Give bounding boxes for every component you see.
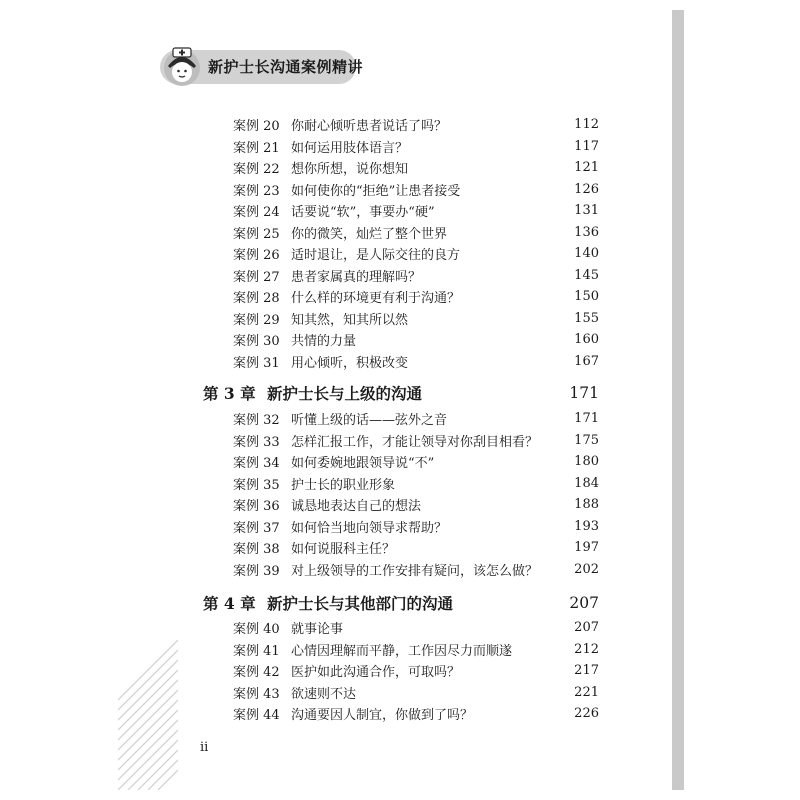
entry-page: 221 <box>574 684 599 700</box>
entry-page: 180 <box>574 454 599 469</box>
toc-entry[interactable] <box>233 682 599 703</box>
entry-number: 案例 24 <box>233 205 280 220</box>
entry-page: 131 <box>574 203 599 218</box>
entry-title: 共情的力量 <box>291 334 357 349</box>
entry-page: 121 <box>574 160 599 175</box>
entry-title: 如何使你的“拒绝”让患者接受 <box>291 183 461 199</box>
toc-entry[interactable] <box>233 537 599 558</box>
entry-title: 听懂上级的话——弦外之音 <box>291 413 448 428</box>
entry-page: 117 <box>574 138 599 154</box>
entry-page: 136 <box>574 224 599 240</box>
entry-number: 案例 33 <box>233 434 280 450</box>
entry-number: 案例 36 <box>233 499 280 514</box>
entry-number: 案例 42 <box>233 665 280 680</box>
side-edge-strip <box>672 10 684 790</box>
entry-page: 226 <box>574 706 599 721</box>
entry-title: 用心倾听，积极改变 <box>291 355 409 371</box>
entry-number: 案例 27 <box>233 269 280 285</box>
entry-title: 想你所想，说你想知 <box>291 162 409 177</box>
toc-entry[interactable] <box>233 179 599 200</box>
toc-entry[interactable] <box>233 200 599 221</box>
entry-number: 案例 39 <box>233 563 280 579</box>
toc-entry[interactable] <box>233 559 599 580</box>
entry-page: 184 <box>574 475 599 491</box>
chapter-number: 第 4 章 <box>203 594 256 613</box>
toc-entry[interactable] <box>233 114 599 135</box>
entry-page: 188 <box>574 497 599 512</box>
toc-entry[interactable] <box>233 451 599 472</box>
entry-title: 什么样的环境更有利于沟通？ <box>291 291 461 306</box>
chapter-page: 171 <box>569 384 599 402</box>
entry-page: 175 <box>574 432 599 448</box>
page-number: ii <box>200 740 209 755</box>
entry-title: 适时退让，是人际交往的良方 <box>291 248 461 263</box>
toc-entry[interactable] <box>233 516 599 537</box>
entry-page: 126 <box>574 181 599 197</box>
entry-number: 案例 28 <box>233 291 280 306</box>
entry-title: 沟通要因人制宜，你做到了吗？ <box>291 708 474 723</box>
entry-title: 患者家属真的理解吗？ <box>291 269 422 285</box>
entry-page: 112 <box>574 117 599 132</box>
entry-page: 145 <box>574 267 599 283</box>
toc-entry[interactable] <box>233 286 599 307</box>
entry-number: 案例 40 <box>233 622 280 637</box>
diagonal-hatch-decoration <box>118 640 178 790</box>
chapter-number: 第 3 章 <box>203 384 256 403</box>
entry-number: 案例 29 <box>233 312 280 328</box>
entry-title: 医护如此沟通合作，可取吗？ <box>291 665 461 680</box>
toc-entry[interactable] <box>233 351 599 372</box>
entry-title: 诚恳地表达自己的想法 <box>291 499 422 514</box>
entry-title: 对上级领导的工作安排有疑问，该怎么做？ <box>291 563 539 579</box>
toc-entry[interactable] <box>233 430 599 451</box>
entry-page: 212 <box>574 641 599 657</box>
toc-entry[interactable] <box>233 494 599 515</box>
toc-entry[interactable] <box>233 329 599 350</box>
entry-title: 话要说“软”，事要办“硬” <box>291 205 435 220</box>
entry-number: 案例 25 <box>233 226 280 242</box>
entry-page: 207 <box>574 620 599 635</box>
chapter-title: 新护士长与其他部门的沟通 <box>267 594 454 613</box>
book-title: 新护士长沟通案例精讲 <box>208 58 364 76</box>
entry-page: 171 <box>574 411 599 426</box>
entry-number: 案例 43 <box>233 686 280 702</box>
toc-entry[interactable] <box>233 222 599 243</box>
entry-page: 202 <box>574 561 599 577</box>
entry-number: 案例 41 <box>233 643 280 659</box>
toc-entry[interactable] <box>233 473 599 494</box>
toc-entry[interactable] <box>233 617 599 638</box>
entry-page: 197 <box>574 540 599 555</box>
entry-title: 你耐心倾听患者说话了吗？ <box>291 119 448 134</box>
entry-number: 案例 21 <box>233 140 280 156</box>
entry-number: 案例 23 <box>233 183 280 199</box>
entry-title: 知其然，知其所以然 <box>291 312 409 328</box>
entry-number: 案例 32 <box>233 413 280 428</box>
entry-number: 案例 34 <box>233 456 280 471</box>
toc-entry[interactable] <box>233 243 599 264</box>
toc-entry[interactable] <box>233 639 599 660</box>
entry-title: 你的微笑，灿烂了整个世界 <box>291 226 448 242</box>
entry-number: 案例 31 <box>233 355 280 371</box>
nurse-icon <box>160 44 204 88</box>
entry-number: 案例 22 <box>233 162 280 177</box>
entry-title: 就事论事 <box>291 622 344 637</box>
entry-number: 案例 30 <box>233 334 280 349</box>
entry-page: 140 <box>574 246 599 261</box>
entry-page: 193 <box>574 518 599 534</box>
entry-title: 欲速则不达 <box>291 686 357 702</box>
entry-title: 如何运用肢体语言？ <box>291 140 409 156</box>
entry-number: 案例 44 <box>233 708 280 723</box>
toc-entry[interactable] <box>233 265 599 286</box>
chapter-heading[interactable] <box>203 381 599 405</box>
chapter-title: 新护士长与上级的沟通 <box>267 384 423 403</box>
toc-entry[interactable] <box>233 136 599 157</box>
entry-number: 案例 26 <box>233 248 280 263</box>
entry-title: 如何恰当地向领导求帮助？ <box>291 520 448 536</box>
toc-entry[interactable] <box>233 308 599 329</box>
entry-page: 167 <box>574 353 599 369</box>
toc-entry[interactable] <box>233 703 599 724</box>
entry-title: 怎样汇报工作，才能让领导对你刮目相看？ <box>291 434 539 450</box>
entry-page: 150 <box>574 289 599 304</box>
entry-title: 心情因理解而平静，工作因尽力而顺遂 <box>291 643 513 659</box>
entry-page: 155 <box>574 310 599 326</box>
toc-entry[interactable] <box>233 660 599 681</box>
entry-page: 217 <box>574 663 599 678</box>
entry-page: 160 <box>574 332 599 347</box>
entry-number: 案例 35 <box>233 477 280 493</box>
chapter-heading[interactable] <box>203 591 599 615</box>
toc-entry[interactable] <box>233 408 599 429</box>
chapter-page: 207 <box>569 594 599 612</box>
entry-number: 案例 20 <box>233 119 280 134</box>
entry-number: 案例 37 <box>233 520 280 536</box>
entry-number: 案例 38 <box>233 542 280 557</box>
entry-title: 如何说服科主任？ <box>291 542 396 557</box>
entry-title: 护士长的职业形象 <box>291 477 396 493</box>
toc-entry[interactable] <box>233 157 599 178</box>
entry-title: 如何委婉地跟领导说“不” <box>291 456 435 471</box>
